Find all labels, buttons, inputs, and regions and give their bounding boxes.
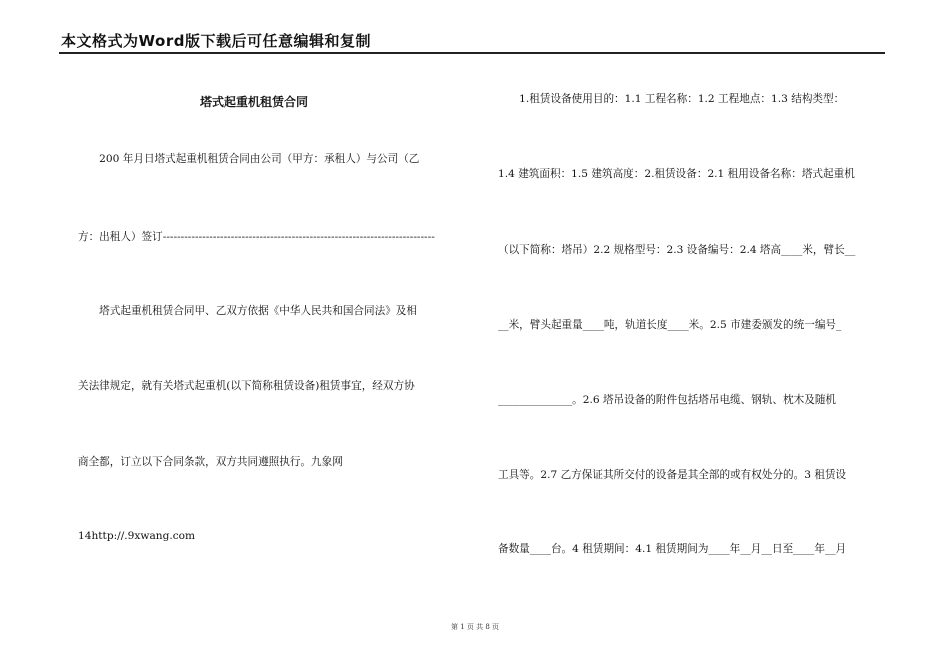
left-line-3: 塔式起重机租赁合同甲、乙双方依据《中华人民共和国合同法》及相 bbox=[78, 305, 417, 317]
right-line-2: 1.4 建筑面积：1.5 建筑高度：2.租赁设备：2.1 租用设备名称：塔式起重机 bbox=[498, 168, 855, 180]
right-line-7: 备数量____台。4 租赁期间：4.1 租赁期间为____年__月__日至____年__月 bbox=[498, 543, 847, 555]
left-column bbox=[78, 0, 478, 672]
left-line-6: 14http://.9xwang.com bbox=[78, 530, 196, 542]
left-line-1: 200 年月日塔式起重机租赁合同由公司（甲方：承租人）与公司（乙 bbox=[78, 153, 420, 165]
right-line-5: ______________。2.6 塔吊设备的附件包括塔吊电缆、钢轨、枕木及随机 bbox=[498, 394, 837, 406]
left-line-2: 方：出租人）签订---------------------------------------------------------------------------- bbox=[78, 231, 435, 243]
right-line-1: 1.租赁设备使用目的：1.1 工程名称：1.2 工程地点：1.3 结构类型： bbox=[498, 93, 845, 105]
right-line-4: __米，臂头起重量____吨，轨道长度____米。2.5 市建委颁发的统一编号_ bbox=[498, 319, 842, 331]
left-line-5: 商全都，订立以下合同条款，双方共同遵照执行。九象网 bbox=[78, 456, 343, 468]
right-line-3: （以下简称：塔吊）2.2 规格型号：2.3 设备编号：2.4 塔高____米，臂长__ bbox=[498, 244, 856, 256]
document-title: 塔式起重机租赁合同 bbox=[200, 95, 309, 109]
right-line-6: 工具等。2.7 乙方保证其所交付的设备是其全部的或有权处分的。3 租赁设 bbox=[498, 469, 847, 481]
left-line-4: 关法律规定，就有关塔式起重机(以下简称租赁设备)租赁事宜，经双方协 bbox=[78, 380, 415, 392]
right-column bbox=[498, 0, 890, 672]
page-number: 第 1 页 共 8 页 bbox=[450, 623, 500, 631]
word-format-banner: 本文格式为Word版下载后可任意编辑和复制 bbox=[61, 32, 371, 50]
